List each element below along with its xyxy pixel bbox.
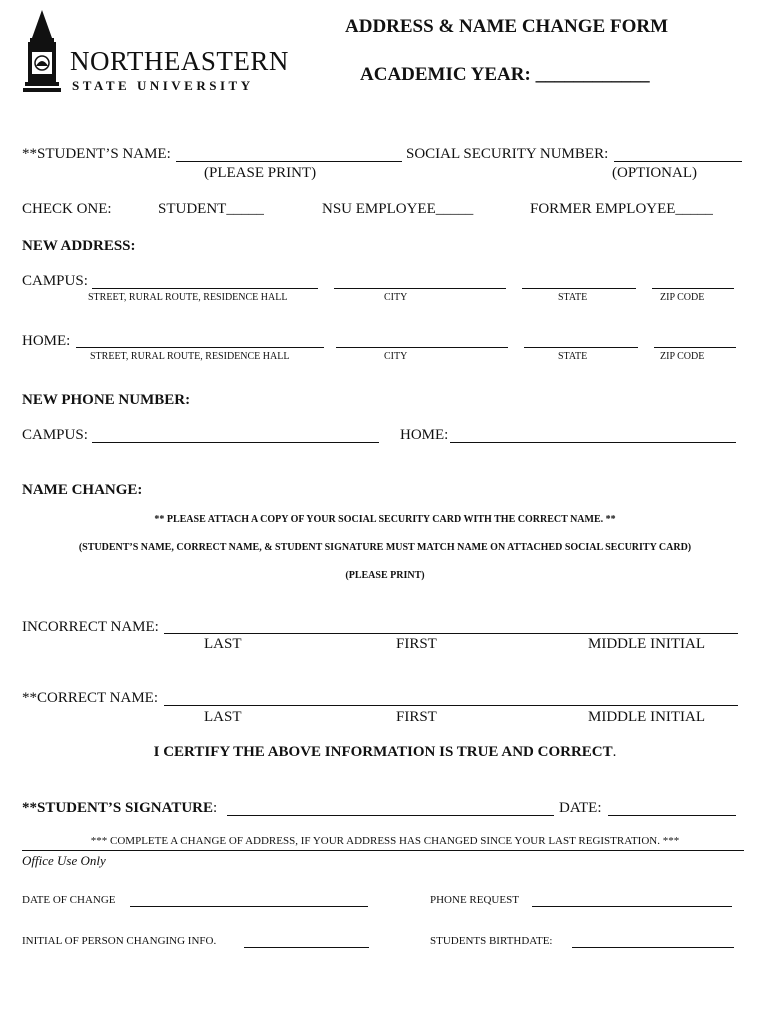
student-name-field[interactable] — [176, 161, 402, 162]
signature-label: **STUDENT’S SIGNATURE — [22, 800, 214, 816]
home-phone-field[interactable] — [450, 442, 736, 443]
certify-text: I CERTIFY THE ABOVE INFORMATION IS TRUE AND CORRECT — [153, 744, 613, 760]
check-former-employee-option[interactable]: FORMER EMPLOYEE_____ — [530, 201, 713, 217]
office-use-label: Office Use Only — [22, 853, 106, 868]
clock-tower-icon — [22, 8, 62, 94]
campus-street-field[interactable] — [92, 288, 318, 289]
attach-ssc-note: ** PLEASE ATTACH A COPY OF YOUR SOCIAL SECURITY CARD WITH THE CORRECT NAME. ** — [154, 514, 616, 525]
incorrect-first-sublabel: FIRST — [396, 636, 437, 652]
check-nsu-employee-option[interactable]: NSU EMPLOYEE_____ — [322, 201, 474, 217]
campus-address-label: CAMPUS: — [22, 273, 88, 289]
birthdate-label: STUDENTS BIRTHDATE: — [430, 935, 553, 947]
incorrect-last-sublabel: LAST — [204, 636, 242, 652]
incorrect-name-field[interactable] — [164, 633, 738, 634]
new-phone-heading: NEW PHONE NUMBER: — [22, 392, 191, 408]
check-student-option[interactable]: STUDENT_____ — [158, 201, 264, 217]
campus-city-sublabel: CITY — [384, 292, 408, 303]
name-match-note: (STUDENT’S NAME, CORRECT NAME, & STUDENT SIGNATURE MUST MATCH NAME ON ATTACHED SOCIAL SECURITY CARD) — [78, 542, 692, 553]
home-zip-sublabel: ZIP CODE — [660, 351, 705, 362]
home-street-field[interactable] — [76, 347, 324, 348]
please-print-note: (PLEASE PRINT) — [345, 570, 425, 581]
initial-person-field[interactable] — [244, 947, 369, 948]
campus-state-sublabel: STATE — [558, 292, 588, 303]
home-phone-label: HOME: — [400, 427, 449, 443]
incorrect-name-label: INCORRECT NAME: — [22, 619, 159, 635]
campus-phone-field[interactable] — [92, 442, 379, 443]
campus-city-field[interactable] — [334, 288, 506, 289]
university-logo — [22, 8, 312, 96]
campus-state-field[interactable] — [522, 288, 636, 289]
phone-request-label: PHONE REQUEST — [430, 894, 519, 906]
correct-last-sublabel: LAST — [204, 709, 242, 725]
certify-period: . — [612, 744, 617, 760]
campus-street-sublabel: STREET, RURAL ROUTE, RESIDENCE HALL — [88, 292, 288, 303]
home-state-sublabel: STATE — [558, 351, 588, 362]
date-label: DATE: — [559, 800, 602, 816]
home-address-label: HOME: — [22, 333, 71, 349]
ssn-label: SOCIAL SECURITY NUMBER: — [406, 146, 609, 162]
office-use-divider — [22, 850, 744, 851]
initial-person-label: INITIAL OF PERSON CHANGING INFO. — [22, 935, 217, 947]
student-name-label: **STUDENT’S NAME: — [22, 146, 171, 162]
check-one-label: CHECK ONE: — [22, 201, 112, 217]
correct-first-sublabel: FIRST — [396, 709, 437, 725]
home-zip-field[interactable] — [654, 347, 736, 348]
student-name-sublabel: (PLEASE PRINT) — [204, 165, 317, 181]
correct-middle-sublabel: MIDDLE INITIAL — [588, 709, 706, 725]
date-of-change-label: DATE OF CHANGE — [22, 894, 116, 906]
new-address-heading: NEW ADDRESS: — [22, 238, 136, 254]
home-street-sublabel: STREET, RURAL ROUTE, RESIDENCE HALL — [90, 351, 290, 362]
signature-row — [22, 800, 217, 817]
ssn-field[interactable] — [614, 161, 742, 162]
home-city-sublabel: CITY — [384, 351, 408, 362]
ssn-sublabel: (OPTIONAL) — [612, 165, 697, 181]
campus-zip-sublabel: ZIP CODE — [660, 292, 705, 303]
birthdate-field[interactable] — [572, 947, 734, 948]
signature-colon: : — [213, 800, 218, 816]
signature-field[interactable] — [227, 815, 554, 816]
incorrect-middle-sublabel: MIDDLE INITIAL — [588, 636, 706, 652]
correct-name-label: **CORRECT NAME: — [22, 690, 158, 706]
name-change-heading: NAME CHANGE: — [22, 482, 143, 498]
logo-wordmark-primary: NORTHEASTERN — [70, 46, 289, 76]
campus-phone-label: CAMPUS: — [22, 427, 88, 443]
date-of-change-field[interactable] — [130, 906, 368, 907]
date-field[interactable] — [608, 815, 736, 816]
campus-zip-field[interactable] — [652, 288, 734, 289]
certify-statement — [0, 744, 770, 761]
home-state-field[interactable] — [524, 347, 638, 348]
correct-name-field[interactable] — [164, 705, 738, 706]
form-title: ADDRESS & NAME CHANGE FORM — [345, 16, 668, 37]
academic-year-field[interactable]: ACADEMIC YEAR: ____________ — [360, 64, 650, 85]
logo-wordmark-secondary: STATE UNIVERSITY — [72, 78, 254, 93]
home-city-field[interactable] — [336, 347, 508, 348]
change-of-address-notice: *** COMPLETE A CHANGE OF ADDRESS, IF YOUR ADDRESS HAS CHANGED SINCE YOUR LAST REGISTRATION. *** — [90, 835, 680, 847]
phone-request-field[interactable] — [532, 906, 732, 907]
